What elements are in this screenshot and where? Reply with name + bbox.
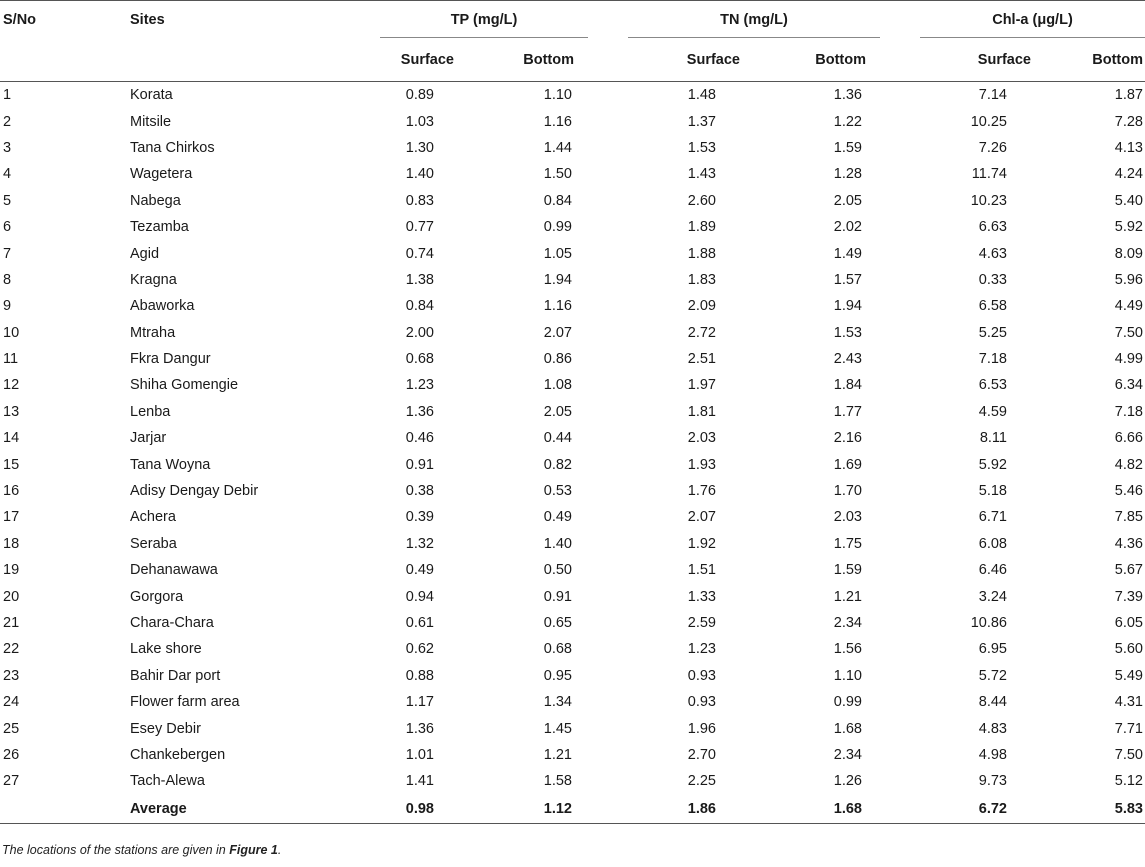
cell-tp-surface: 0.49	[405, 562, 434, 579]
table-row	[0, 82, 1145, 109]
cell-tp-bottom: 0.44	[543, 430, 572, 447]
cell-sno: 5	[3, 192, 12, 209]
table-row	[0, 610, 1145, 636]
cell-tp-bottom: 1.94	[543, 271, 572, 288]
cell-tn-bottom: 1.28	[833, 166, 862, 183]
table-row	[0, 663, 1145, 689]
cell-sno: 20	[3, 588, 20, 605]
cell-chla-surface: 6.46	[978, 562, 1007, 579]
cell-chla-surface: 5.92	[978, 456, 1007, 473]
cell-tn-surface: 2.25	[687, 773, 716, 790]
cell-tn-surface: 1.33	[687, 588, 716, 605]
cell-tn-bottom: 1.22	[833, 113, 862, 130]
cell-chla-bottom: 5.96	[1114, 271, 1143, 288]
cell-tn-bottom: 2.34	[833, 615, 862, 631]
cell-chla-bottom: 5.40	[1114, 192, 1143, 209]
header-tn-group	[628, 2, 880, 38]
cell-sno: 22	[3, 641, 20, 658]
cell-sno: 16	[3, 483, 20, 500]
cell-sno: 2	[3, 113, 12, 130]
cell-tp-bottom: 1.50	[543, 166, 572, 183]
cell-sno: 6	[3, 219, 12, 236]
cell-chla-bottom: 4.13	[1114, 139, 1143, 156]
table-row	[0, 636, 1145, 662]
table-row	[0, 715, 1145, 741]
cell-tn-surface: 1.37	[687, 113, 716, 130]
cell-chla-surface: 7.14	[978, 87, 1007, 104]
cell-tp-bottom: 2.07	[543, 324, 572, 341]
cell-tp-bottom: 2.05	[543, 403, 572, 420]
cell-tn-bottom: 1.70	[833, 483, 862, 500]
table-row	[0, 742, 1145, 768]
cell-site: Korata	[130, 87, 173, 104]
cell-tp-bottom: 0.49	[543, 509, 572, 526]
cell-sno: 25	[3, 720, 20, 737]
cell-tn-surface: 2.60	[687, 192, 716, 209]
cell-site: Lenba	[130, 403, 171, 420]
cell-tp-bottom: 1.44	[543, 139, 572, 156]
header-tn-surface: Surface	[588, 39, 754, 82]
average-row	[0, 795, 1145, 824]
cell-tp-bottom: 0.99	[543, 219, 572, 236]
table-row	[0, 372, 1145, 398]
cell-tp-surface: 0.39	[405, 509, 434, 526]
footnote-prefix: The locations of the stations are given in	[2, 843, 230, 857]
cell-site: Lake shore	[130, 641, 202, 658]
cell-tp-surface: 1.36	[405, 720, 434, 737]
cell-tn-surface: 1.23	[687, 641, 716, 658]
cell-sno: 7	[3, 245, 12, 262]
table-row	[0, 188, 1145, 214]
cell-tp-bottom: 0.68	[543, 641, 572, 658]
cell-tn-surface: 2.03	[687, 430, 716, 447]
cell-site: Gorgora	[130, 588, 184, 605]
cell-tp-bottom: 0.82	[543, 456, 572, 473]
cell-sno: 17	[3, 509, 20, 526]
cell-tn-surface: 1.76	[687, 483, 716, 500]
cell-sno: 19	[3, 562, 20, 579]
cell-tn-surface: 1.83	[687, 271, 716, 288]
cell-chla-surface: 11.74	[971, 166, 1007, 183]
cell-chla-surface: 10.23	[970, 192, 1007, 209]
header-chla-surface: Surface	[880, 39, 1045, 82]
header-chla-bottom: Bottom	[1045, 39, 1145, 82]
cell-chla-bottom: 5.67	[1114, 562, 1143, 579]
cell-tp-surface: 1.40	[405, 166, 434, 183]
cell-tn-bottom: 1.53	[833, 324, 862, 341]
cell-tp-bottom: 0.53	[543, 483, 572, 500]
cell-tn-bottom: 1.56	[833, 641, 862, 658]
table-row	[0, 425, 1145, 451]
table-row	[0, 135, 1145, 161]
cell-tn-surface: 0.93	[687, 667, 716, 684]
cell-site: Tana Woyna	[130, 456, 211, 473]
header-sno: S/No	[0, 1, 130, 40]
cell-tn-bottom: 1.21	[833, 588, 862, 605]
cell-tn-surface: 0.93	[687, 694, 716, 711]
cell-site: Esey Debir	[130, 720, 201, 737]
cell-tn-surface: 1.97	[687, 377, 716, 394]
table-row	[0, 478, 1145, 504]
cell-sno: 23	[3, 667, 20, 684]
table-row	[0, 108, 1145, 134]
cell-tn-bottom: 1.77	[833, 403, 862, 420]
cell-chla-bottom: 6.34	[1114, 377, 1143, 394]
header-row-groups	[0, 1, 1145, 40]
footnote-suffix: .	[277, 843, 282, 857]
cell-chla-bottom: 4.49	[1114, 298, 1143, 315]
cell-tp-bottom: 1.10	[543, 87, 572, 104]
cell-chla-bottom: 7.18	[1114, 403, 1143, 420]
header-tn-bottom: Bottom	[754, 39, 880, 82]
cell-site: Adisy Dengay Debir	[130, 483, 259, 500]
cell-sno: 9	[3, 298, 12, 315]
table-row	[0, 267, 1145, 293]
cell-chla-surface: 8.44	[978, 694, 1007, 711]
header-tp: TP (mg/L)	[450, 12, 518, 28]
table-row	[0, 531, 1145, 557]
table-row	[0, 399, 1145, 425]
cell-tn-bottom: 1.84	[833, 377, 862, 394]
cell-tn-bottom: 1.94	[833, 298, 862, 315]
cell-chla-surface: 6.95	[978, 641, 1007, 658]
cell-tn-surface: 1.48	[687, 87, 716, 104]
cell-site: Wagetera	[130, 166, 193, 183]
cell-chla-surface: 5.72	[978, 667, 1007, 684]
header-tp-surface: Surface	[340, 39, 468, 82]
cell-site: Flower farm area	[130, 694, 240, 711]
cell-tn-surface: 1.96	[687, 720, 716, 737]
cell-tp-surface: 2.00	[405, 324, 434, 341]
cell-chla-surface: 6.71	[978, 509, 1007, 526]
cell-tp-surface: 0.89	[405, 87, 434, 104]
table-row	[0, 504, 1145, 530]
cell-tp-surface: 0.38	[405, 483, 434, 500]
cell-sno: 12	[3, 377, 20, 394]
cell-tn-surface: 1.53	[687, 139, 716, 156]
cell-tp-bottom: 1.40	[543, 535, 572, 552]
cell-site: Fkra Dangur	[130, 351, 211, 368]
cell-tn-surface: 2.07	[687, 509, 716, 526]
cell-site: Mitsile	[130, 113, 172, 130]
header-chla-group	[920, 2, 1145, 38]
cell-sno: 14	[3, 430, 20, 447]
cell-chla-surface: 7.18	[978, 351, 1007, 368]
table-row	[0, 161, 1145, 187]
cell-chla-surface: 10.86	[970, 615, 1007, 631]
cell-tp-bottom: 0.95	[543, 667, 572, 684]
table-row	[0, 320, 1145, 346]
cell-site: Shiha Gomengie	[130, 377, 239, 394]
cell-chla-surface: 3.24	[978, 588, 1007, 605]
cell-tn-surface: 1.43	[687, 166, 716, 183]
average-tn-surface: 1.86	[588, 795, 754, 824]
cell-chla-bottom: 4.31	[1114, 694, 1143, 711]
cell-tp-surface: 1.38	[405, 271, 434, 288]
cell-tp-surface: 0.84	[405, 298, 434, 315]
cell-tp-surface: 0.83	[405, 192, 434, 209]
cell-site: Dehanawawa	[130, 562, 218, 579]
cell-tp-surface: 1.36	[405, 403, 434, 420]
cell-tn-surface: 2.59	[687, 615, 716, 631]
cell-sno: 27	[3, 773, 20, 790]
cell-tp-surface: 0.91	[405, 456, 434, 473]
cell-tp-bottom: 0.86	[543, 351, 572, 368]
cell-sno: 24	[3, 694, 20, 711]
table-row	[0, 557, 1145, 583]
cell-chla-bottom: 4.82	[1114, 456, 1143, 473]
cell-tp-surface: 1.17	[405, 694, 434, 711]
cell-chla-bottom: 1.87	[1114, 87, 1143, 104]
cell-chla-bottom: 5.92	[1114, 219, 1143, 236]
cell-site: Abaworka	[130, 298, 195, 315]
cell-chla-surface: 8.11	[979, 430, 1007, 447]
header-row-subcolumns	[0, 39, 1145, 82]
cell-site: Nabega	[130, 192, 181, 209]
cell-site: Mtraha	[130, 324, 176, 341]
cell-chla-bottom: 7.39	[1114, 588, 1143, 605]
cell-tn-bottom: 1.75	[833, 535, 862, 552]
cell-site: Bahir Dar port	[130, 667, 221, 684]
cell-chla-surface: 4.83	[978, 720, 1007, 737]
table-row	[0, 689, 1145, 715]
cell-chla-bottom: 5.12	[1114, 773, 1143, 790]
cell-chla-bottom: 7.28	[1114, 113, 1143, 130]
cell-tn-bottom: 1.26	[833, 773, 862, 790]
cell-site: Agid	[130, 245, 160, 262]
cell-chla-bottom: 7.71	[1114, 720, 1143, 737]
cell-tp-bottom: 1.05	[543, 245, 572, 262]
table-body	[0, 82, 1145, 824]
cell-tp-bottom: 1.34	[543, 694, 572, 711]
cell-chla-bottom: 7.50	[1114, 324, 1143, 341]
average-tp-surface: 0.98	[340, 795, 468, 824]
cell-tp-bottom: 0.65	[543, 615, 572, 631]
cell-tp-surface: 1.41	[405, 773, 434, 790]
cell-tn-surface: 1.51	[687, 562, 716, 579]
cell-tp-bottom: 1.08	[543, 377, 572, 394]
cell-chla-bottom: 4.24	[1114, 166, 1143, 183]
cell-tp-surface: 0.46	[405, 430, 434, 447]
cell-tp-bottom: 1.21	[543, 746, 572, 763]
cell-tn-surface: 1.93	[687, 456, 716, 473]
cell-tp-surface: 0.62	[405, 641, 434, 658]
cell-chla-bottom: 4.99	[1114, 351, 1143, 368]
cell-tn-bottom: 1.57	[833, 271, 862, 288]
cell-chla-bottom: 6.05	[1114, 615, 1143, 631]
cell-sno: 3	[3, 139, 12, 156]
table-row	[0, 768, 1145, 794]
cell-tp-surface: 1.03	[405, 113, 434, 130]
cell-tp-bottom: 0.91	[543, 588, 572, 605]
average-label: Average	[130, 795, 340, 824]
cell-tn-bottom: 1.69	[833, 456, 862, 473]
cell-tn-surface: 1.81	[687, 403, 716, 420]
cell-tn-surface: 1.88	[687, 245, 716, 262]
cell-site: Chara-Chara	[130, 615, 214, 631]
cell-chla-bottom: 7.85	[1114, 509, 1143, 526]
cell-tn-surface: 1.92	[687, 535, 716, 552]
average-tn-bottom: 1.68	[754, 795, 880, 824]
cell-sno: 21	[3, 615, 20, 631]
cell-tn-bottom: 2.02	[833, 219, 862, 236]
cell-chla-surface: 4.98	[978, 746, 1007, 763]
cell-chla-bottom: 5.49	[1114, 667, 1143, 684]
cell-tn-bottom: 1.49	[833, 245, 862, 262]
cell-chla-surface: 5.25	[978, 324, 1007, 341]
cell-tp-surface: 1.01	[405, 746, 434, 763]
cell-tp-surface: 0.68	[405, 351, 434, 368]
cell-site: Kragna	[130, 271, 177, 288]
header-tn: TN (mg/L)	[720, 12, 788, 28]
cell-tp-surface: 0.94	[405, 588, 434, 605]
cell-chla-surface: 6.08	[978, 535, 1007, 552]
cell-chla-surface: 5.18	[978, 483, 1007, 500]
cell-chla-surface: 0.33	[978, 271, 1007, 288]
cell-site: Jarjar	[130, 430, 167, 447]
cell-tn-bottom: 2.16	[833, 430, 862, 447]
cell-sno: 11	[3, 351, 19, 368]
cell-tp-surface: 1.30	[405, 139, 434, 156]
table-row	[0, 293, 1145, 319]
cell-chla-bottom: 8.09	[1114, 245, 1143, 262]
cell-tp-surface: 0.88	[405, 667, 434, 684]
cell-tn-surface: 2.72	[687, 324, 716, 341]
cell-tp-bottom: 1.16	[543, 113, 572, 130]
cell-site: Tezamba	[130, 219, 189, 236]
cell-tn-bottom: 1.36	[833, 87, 862, 104]
cell-tn-bottom: 2.05	[833, 192, 862, 209]
cell-chla-surface: 6.58	[978, 298, 1007, 315]
cell-sno: 8	[3, 271, 12, 288]
cell-tp-surface: 0.77	[405, 219, 434, 236]
cell-sno: 26	[3, 746, 20, 763]
table-row	[0, 214, 1145, 240]
cell-site: Seraba	[130, 535, 177, 552]
cell-chla-surface: 6.53	[978, 377, 1007, 394]
table-row	[0, 240, 1145, 266]
cell-tp-bottom: 1.16	[543, 298, 572, 315]
cell-tn-surface: 2.70	[687, 746, 716, 763]
cell-tp-surface: 1.32	[405, 535, 434, 552]
cell-tn-bottom: 2.34	[833, 746, 862, 763]
cell-sno: 15	[3, 456, 20, 473]
cell-chla-surface: 7.26	[978, 139, 1007, 156]
cell-chla-surface: 4.63	[978, 245, 1007, 262]
cell-tn-bottom: 2.03	[833, 509, 862, 526]
header-tp-bottom: Bottom	[468, 39, 588, 82]
cell-tp-surface: 0.74	[405, 245, 434, 262]
cell-site: Tana Chirkos	[130, 139, 215, 156]
cell-chla-surface: 6.63	[978, 219, 1007, 236]
cell-sno: 13	[3, 403, 20, 420]
header-sites: Sites	[130, 1, 340, 40]
cell-tn-bottom: 1.59	[833, 562, 862, 579]
cell-tp-bottom: 0.84	[543, 192, 572, 209]
cell-tn-bottom: 1.59	[833, 139, 862, 156]
cell-chla-bottom: 7.50	[1114, 746, 1143, 763]
cell-site: Achera	[130, 509, 176, 526]
cell-chla-bottom: 5.46	[1114, 483, 1143, 500]
cell-chla-bottom: 4.36	[1114, 535, 1143, 552]
cell-chla-surface: 9.73	[978, 773, 1007, 790]
cell-sno: 1	[3, 87, 12, 104]
average-chla-surface: 6.72	[880, 795, 1045, 824]
average-chla-bottom: 5.83	[1045, 795, 1145, 824]
cell-chla-surface: 10.25	[970, 113, 1007, 130]
cell-tn-surface: 1.89	[687, 219, 716, 236]
cell-chla-bottom: 6.66	[1114, 430, 1143, 447]
cell-chla-bottom: 5.60	[1114, 641, 1143, 658]
cell-site: Chankebergen	[130, 746, 226, 763]
cell-tn-bottom: 2.43	[833, 351, 862, 368]
table-footnote	[2, 843, 281, 857]
cell-tn-bottom: 1.10	[833, 667, 862, 684]
cell-tn-surface: 2.51	[687, 351, 716, 368]
cell-tp-bottom: 0.50	[543, 562, 572, 579]
cell-sno: 4	[3, 166, 12, 183]
cell-tn-surface: 2.09	[687, 298, 716, 315]
cell-tp-surface: 1.23	[405, 377, 434, 394]
table-row	[0, 346, 1145, 372]
cell-chla-surface: 4.59	[978, 403, 1007, 420]
cell-tn-bottom: 0.99	[833, 694, 862, 711]
table-row	[0, 451, 1145, 477]
cell-tn-bottom: 1.68	[833, 720, 862, 737]
cell-tp-bottom: 1.58	[543, 773, 572, 790]
cell-sno: 10	[3, 324, 20, 341]
cell-sno: 18	[3, 535, 20, 552]
header-tp-group	[380, 2, 588, 38]
footnote-figure-link[interactable]: Figure 1	[229, 843, 278, 857]
cell-tp-bottom: 1.45	[543, 720, 572, 737]
cell-tp-surface: 0.61	[405, 615, 434, 631]
table-row	[0, 583, 1145, 609]
average-tp-bottom: 1.12	[468, 795, 588, 824]
header-chla: Chl-a (μg/L)	[992, 12, 1073, 28]
cell-site: Tach-Alewa	[130, 773, 205, 790]
